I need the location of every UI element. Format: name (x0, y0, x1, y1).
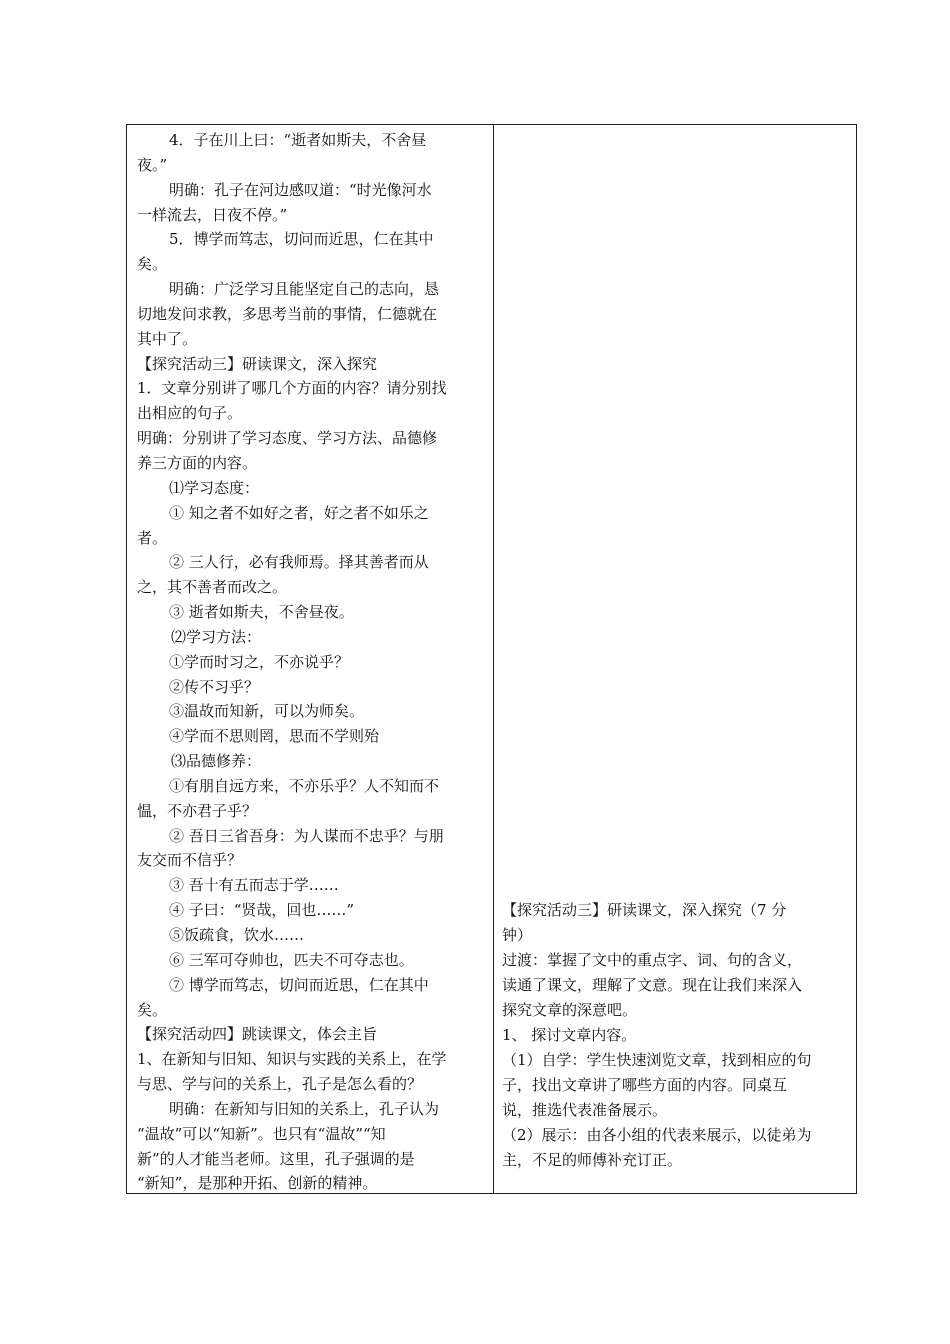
text-line: 5．博学而笃志，切问而近思，仁在其中 (169, 230, 434, 249)
text-line: 主，不足的师傅补充订正。 (502, 1151, 683, 1169)
text-line: 其中了。 (137, 329, 198, 348)
text-line: 读通了课文，理解了文意。现在让我们来深入 (502, 976, 803, 994)
text-line: （2）展示：由各小组的代表来展示，以徒弟为 (502, 1126, 812, 1144)
text-line: “温故”可以“知新”。也只有“温故”“知 (137, 1124, 386, 1143)
text-line: 夜。” (137, 155, 168, 174)
text-line: 与思、学与问的关系上，孔子是怎么看的？ (137, 1075, 423, 1094)
text-line: 矣。 (137, 255, 168, 274)
text-line: 愠，不亦君子乎？ (137, 801, 258, 820)
text-line: ② 吾日三省吾身：为人谋而不忠乎？与朋 (169, 826, 444, 845)
text-line: 明确：广泛学习且能坚定自己的志向，恳 (169, 280, 440, 299)
activity-notes (502, 898, 847, 1173)
text-line: 探究文章的深意吧。 (502, 1001, 638, 1019)
text-line: ①有朋自远方来，不亦乐乎？人不知而不 (169, 776, 440, 795)
right-column (494, 125, 856, 1193)
text-line: “新知”，是那种开拓、创新的精神。 (137, 1174, 378, 1193)
left-column (127, 125, 494, 1193)
text-line: 新”的人才能当老师。这里，孔子强调的是 (137, 1149, 415, 1168)
text-line: 之，其不善者而改之。 (137, 578, 288, 597)
text-line: 明确：在新知与旧知的关系上，孔子认为 (169, 1099, 440, 1118)
text-line: 4．子在川上曰：“逝者如斯夫，不舍昼 (169, 131, 427, 149)
text-line: 明确：分别讲了学习态度、学习方法、品德修 (137, 429, 438, 448)
text-line: 子，找出文章讲了哪些方面的内容。同桌互 (502, 1076, 788, 1094)
text-line: 1、在新知与旧知、知识与实践的关系上，在学 (137, 1050, 447, 1069)
text-line: 者。 (137, 528, 168, 547)
text-line: 养三方面的内容。 (137, 453, 258, 472)
text-line: 【探究活动三】研读课文，深入探究 (137, 354, 378, 373)
text-line: ⑴学习态度： (169, 478, 260, 497)
text-line: ② 三人行，必有我师焉。择其善者而从 (169, 553, 429, 572)
text-line: 【探究活动四】跳读课文，体会主旨 (137, 1025, 378, 1044)
text-line: ① 知之者不如好之者，好之者不如乐之 (169, 503, 429, 522)
text-line: ③ 逝者如斯夫，不舍昼夜。 (169, 603, 354, 622)
text-line: ④学而不思则罔，思而不学则殆 (169, 727, 380, 746)
text-line: 钟） (502, 926, 533, 944)
text-line: ④ 子曰：“贤哉，回也……” (169, 901, 355, 920)
lesson-table (126, 124, 857, 1194)
text-line: 过渡：掌握了文中的重点字、词、句的含义， (502, 951, 803, 969)
text-line: 出相应的句子。 (137, 404, 243, 423)
text-line: ③温故而知新，可以为师矣。 (169, 702, 365, 721)
text-line: 友交而不信乎？ (137, 851, 243, 870)
text-line: 说，推选代表准备展示。 (502, 1101, 668, 1119)
text-line: 1．文章分别讲了哪几个方面的内容？请分别找 (137, 379, 447, 398)
text-line: ③ 吾十有五而志于学…… (169, 876, 339, 895)
text-line: 明确：孔子在河边感叹道：“时光像河水 (169, 180, 432, 199)
text-line: 1、 探讨文章内容。 (502, 1026, 637, 1044)
text-line: ⑵学习方法： (171, 627, 262, 646)
text-line: ①学而时习之，不亦说乎？ (169, 652, 350, 671)
text-line: （1）自学：学生快速浏览文章，找到相应的句 (502, 1051, 812, 1069)
text-line: ②传不习乎？ (169, 677, 260, 696)
text-line: ⑦ 博学而笃志，切问而近思，仁在其中 (169, 975, 429, 994)
text-line: ⑶品德修养： (171, 752, 262, 771)
text-line: 一样流去，日夜不停。” (137, 205, 288, 224)
text-line: 切地发问求教，多思考当前的事情，仁德就在 (137, 304, 438, 323)
text-line: ⑥ 三军可夺帅也，匹夫不可夺志也。 (169, 950, 414, 969)
text-line: ⑤饭疏食，饮水…… (169, 926, 305, 944)
text-line: 【探究活动三】研读课文，深入探究（7 分 (502, 901, 787, 919)
text-line: 矣。 (137, 1000, 168, 1019)
